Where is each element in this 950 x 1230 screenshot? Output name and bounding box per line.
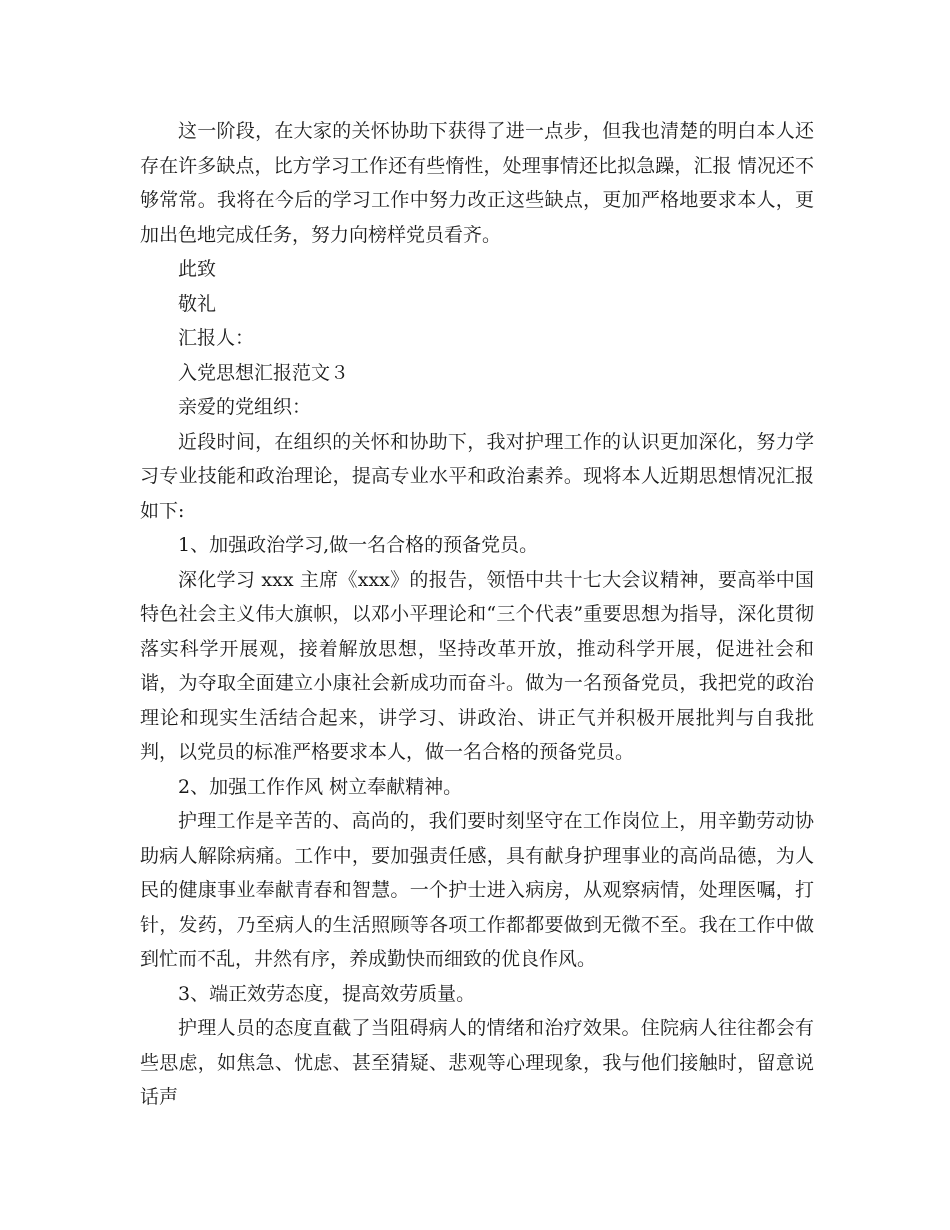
greeting: 亲爱的党组织： [178,396,312,418]
paragraph-intro: 近段时间，在组织的关怀和协助下，我对护理工作的认识更加深化，努力学习专业技能和政治理论，提高专业水平和政治素养。现将本人近期思想情况汇报如下: [140,430,814,522]
paragraph-point-3: 护理人员的态度直截了当阻碍病人的情绪和治疗效果。住院病人往往都会有些思虑，如焦急、忧虑、甚至猜疑、悲观等心理现象，我与他们接触时，留意说话声 [140,1017,814,1108]
heading-point-2: 2、加强工作作风 树立奉献精神。 [178,775,463,798]
closing-salutation: 此致 [178,258,217,280]
closing-respect: 敬礼 [178,292,217,315]
section-title: 入党思想汇报范文３ [178,361,350,384]
document-body [140,114,814,1115]
paragraph-point-2: 护理工作是辛苦的、高尚的，我们要时刻坚守在工作岗位上，用辛勤劳动协助病人解除病痛。工作中，要加强责任感，具有献身护理事业的高尚品德，为人民的健康事业奉献青春和智慧。一个护士进入病房，从观察病情，处理医嘱，打针，发药，乃至病人的生活照顾等各项工作都都要做到无微不至。我在工作中做到忙而不乱，井然有序，养成勤快而细致的优良作风。 [140,810,814,970]
heading-point-3: 3、端正效劳态度，提高效劳质量。 [178,982,476,1005]
heading-point-1: 1、加强政治学习,做一名合格的预备党员。 [178,534,539,556]
paragraph-point-1: 深化学习 xxx 主席《xxx》的报告，领悟中共十七大会议精神，要高举中国特色社会主义伟大旗帜，以邓小平理论和“三个代表”重要思想为指导，深化贯彻落实科学开展观，接着解放思想，坚持改革开放，推动科学开展，促进社会和谐，为夺取全面建立小康社会新成功而奋斗。做为一名预备党员，我把党的政治理论和现实生活结合起来，讲学习、讲政治、讲正气并积极开展批判与自我批判，以党员的标准严格要求本人，做一名合格的预备党员。 [140,568,814,763]
reporter-signature-line: 汇报人： [178,327,255,349]
paragraph-progress-summary: 这一阶段，在大家的关怀协助下获得了进一点步，但我也清楚的明白本人还存在许多缺点，比方学习工作还有些惰性，处理事情还比拟急躁，汇报 情况还不够常常。我将在今后的学习工作中努力改正这些缺点，更加严格地要求本人，更加出色地完成任务，努力向榜样党员看齐。 [140,120,814,246]
